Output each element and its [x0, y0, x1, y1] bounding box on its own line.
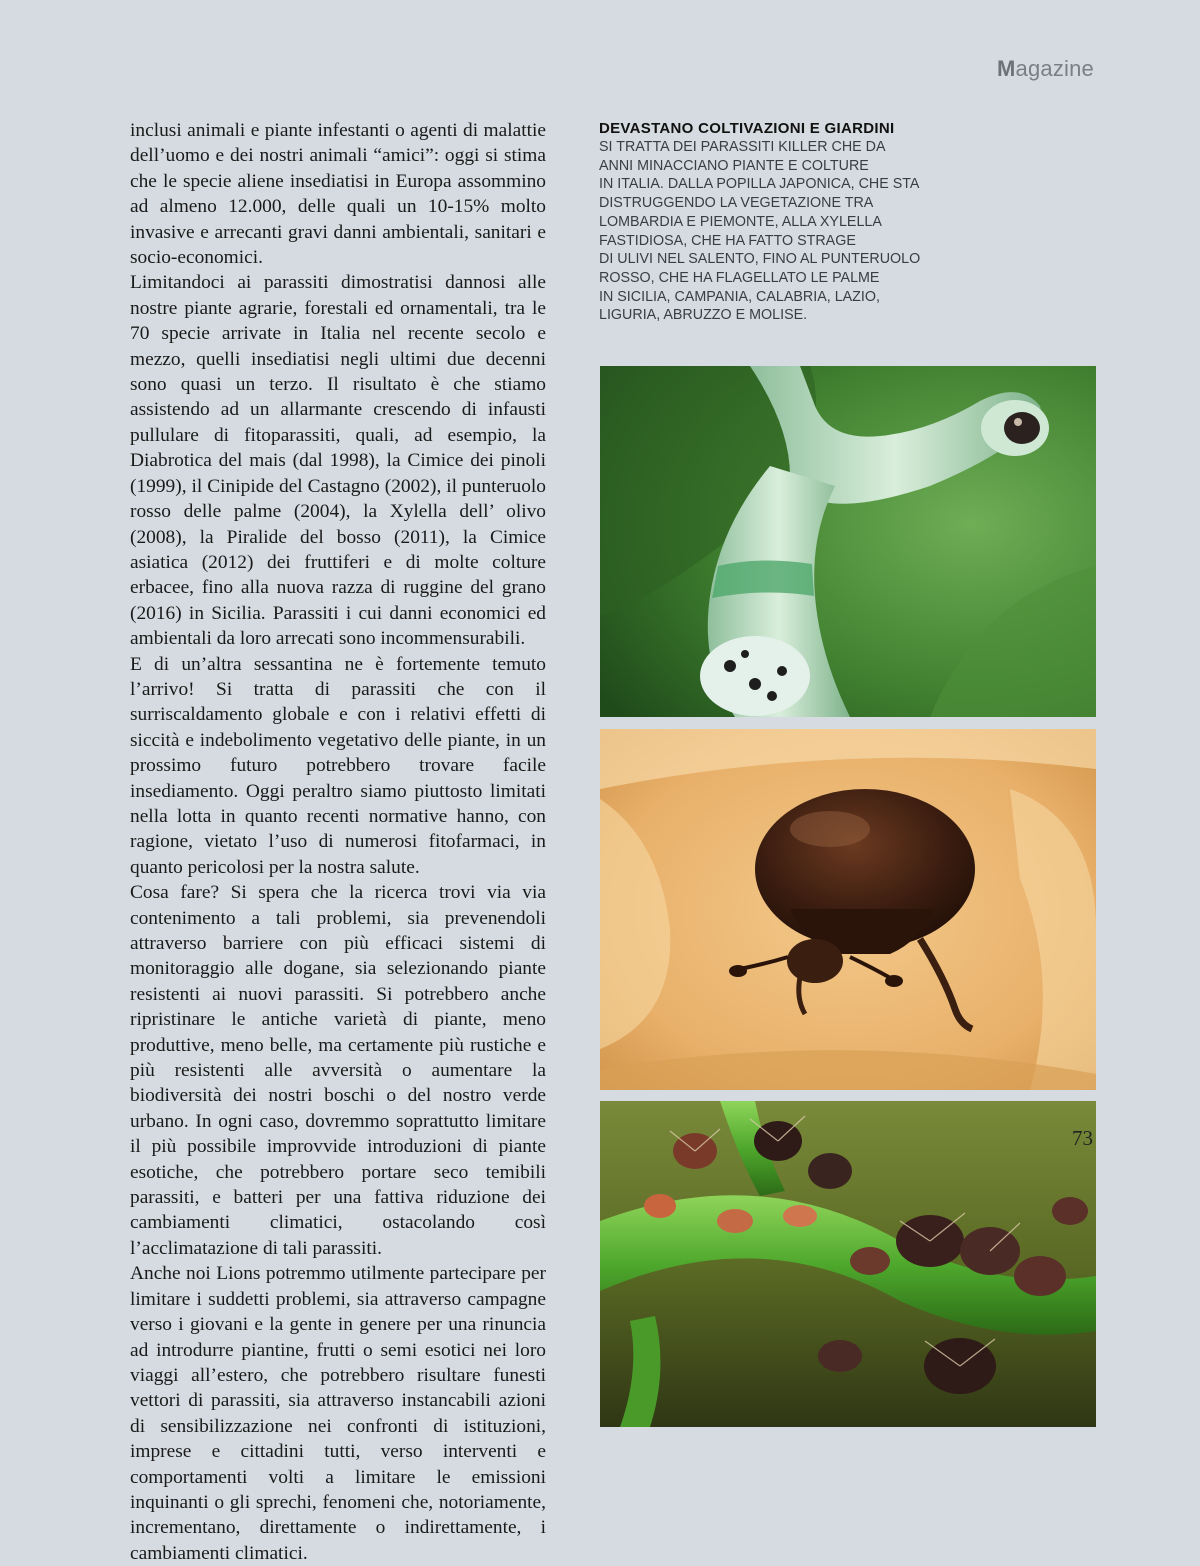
sidebar-line: SI TRATTA DEI PARASSITI KILLER CHE DA	[599, 139, 886, 155]
sidebar-line: ROSSO, CHE HA FLAGELLATO LE PALME	[599, 269, 880, 286]
sidebar-line: LIGURIA, ABRUZZO E MOLISE.	[599, 307, 808, 324]
photo-larva	[600, 366, 1096, 717]
sidebar-line: LOMBARDIA E PIEMONTE, ALLA XYLELLA	[599, 213, 882, 230]
magazine-masthead	[997, 56, 1094, 82]
sidebar-text	[599, 138, 939, 325]
article-body	[130, 118, 546, 1566]
body-paragraph: E di un’altra sessantina ne è fortemente temuto l’arrivo! Si tratta di parassiti che con il surriscaldamento globale e con i relativi effetti di siccità e indebolimento vegetativo delle piante, in un prossimo futuro potrebbero trovare facile insediamento. Oggi peraltro siamo piuttosto limitati nella lotta in quanto recenti normative hanno, con ragione, vietato l’uso di numerosi fitofarmaci, in quanto pericolosi per la nostra salute.	[130, 653, 546, 878]
body-paragraph: Cosa fare? Si spera che la ricerca trovi via via contenimento a tali problemi, sia prevenendoli attraverso barriere con più efficaci sistemi di monitoraggio alle dogane, sia selezionando piante resistenti ai nuovi parassiti. Si potrebbero anche ripristinare le antiche varietà di piante, meno produttive, meno belle, ma certamente più rustiche e più resistenti alle avversità o aumentare la biodiversità dei nostri boschi o del nostro verde urbano. In ogni caso, dovremmo soprattutto limitare il più possibile improvvide introduzioni di piante esotiche, che potrebbero portare seco temibili parassiti, e batteri per una fattiva riduzione dei cambiamenti climatici, ostacolando così l’acclimatazione di tali parassiti.	[130, 882, 546, 1259]
sidebar-line: DI ULIVI NEL SALENTO, FINO AL PUNTERUOLO	[599, 251, 921, 268]
page-number: 73	[1072, 1126, 1093, 1150]
masthead-rest: agazine	[1015, 56, 1094, 81]
sidebar-caption	[599, 120, 939, 325]
masthead-initial: M	[997, 56, 1016, 81]
body-paragraph: Limitandoci ai parassiti dimostratisi dannosi alle nostre piante agrarie, forestali ed ornamentali, tra le 70 specie arrivate in Italia nel recente secolo e mezzo, quelli insediatisi negli ultimi due decenni sono quasi un terzo. Il risultato è che stiamo assistendo ad un allarmante crescendo di infausti pullulare di fitoparassiti, quali, ad esempio, la Diabrotica del mais (dal 1998), la Cimice dei pinoli (1999), il Cinipide del Castagno (2002), il punteruolo rosso delle palme (2004), la Xylella dell’ olivo (2008), la Piralide del bosso (2011), la Cimice asiatica (2012) dei fruttiferi e di molte colture erbacee, fino alla nuova razza di ruggine del grano (2016) in Sicilia. Parassiti i cui danni economici ed ambientali da loro arrecati sono incommensurabili.	[130, 272, 546, 650]
body-paragraph: inclusi animali e piante infestanti o agenti di malattie dell’uomo e dei nostri animali “amici”: oggi si stima che le specie aliene insediatisi in Europa assommino ad almeno 12.000, delle quali un 10-15% molto invasive e arrecanti gravi danni ambientali, sanitari e socio-economici.	[130, 120, 546, 269]
sidebar-line: IN SICILIA, CAMPANIA, CALABRIA, LAZIO,	[599, 288, 880, 305]
sidebar-title: DEVASTANO COLTIVAZIONI E GIARDINI	[599, 120, 895, 137]
sidebar-line: ANNI MINACCIANO PIANTE E COLTURE	[599, 157, 869, 174]
sidebar-line: IN ITALIA. DALLA POPILLA JAPONICA, CHE STA	[599, 176, 920, 193]
sidebar-line: FASTIDIOSA, CHE HA FATTO STRAGE	[599, 232, 856, 249]
sidebar-line: DISTRUGGENDO LA VEGETAZIONE TRA	[599, 195, 874, 212]
photo-beetle	[600, 729, 1096, 1090]
body-paragraph: Anche noi Lions potremmo utilmente partecipare per limitare i suddetti problemi, sia attraverso campagne verso i giovani e la gente in genere per una rinuncia ad introdurre piantine, frutti o semi esotici nei loro viaggi all’estero, che potrebbero risultare funesti vettori di parassiti, sia attraverso instancabili azioni di sensibilizzazione nei confronti di istituzioni, imprese e cittadini tutti, verso interventi e comportamenti volti a limitare le emissioni inquinanti o gli sprechi, fenomeni che, notoriamente, incrementano, direttamente o indirettamente, i cambiamenti climatici.	[130, 1263, 546, 1564]
photo-aphids	[600, 1101, 1096, 1427]
